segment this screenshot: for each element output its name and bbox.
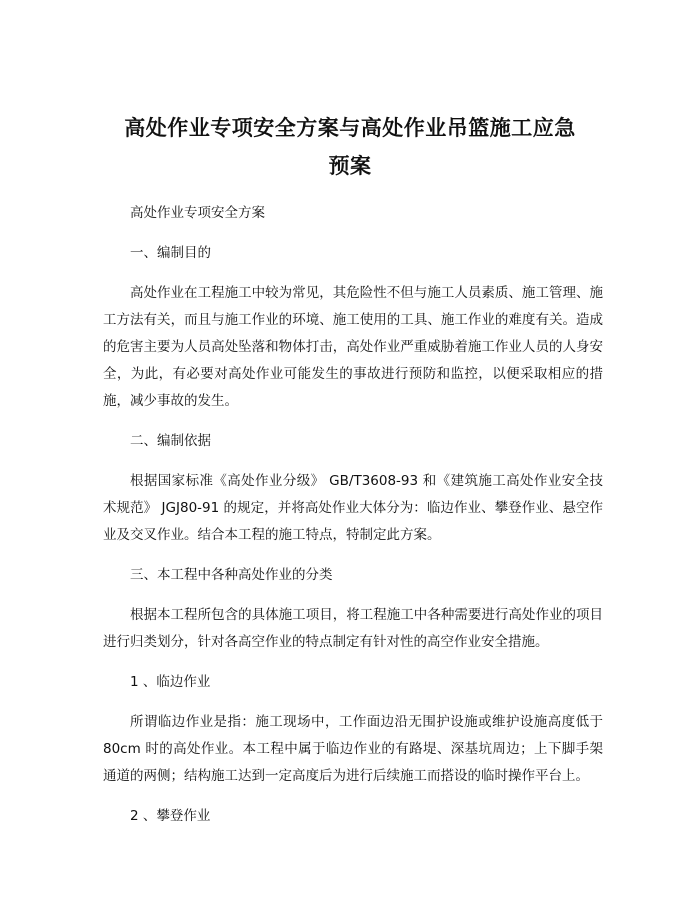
body-paragraph: 所谓临边作业是指：施工现场中，工作面边沿无围护设施或维护设施高度低于 80cm 时的高处作业。本工程中属于临边作业的有路堤、深基坑周边；上下脚手架通道的两侧；结构施工达到一定高度后为进行后续施工而搭设的临时操作平台上。 <box>103 714 603 784</box>
document-title-line-1: 高处作业专项安全方案与高处作业吊篮施工应急 <box>124 116 576 140</box>
section-heading: 2 、攀登作业 <box>130 808 211 824</box>
section-heading: 1 、临边作业 <box>130 674 211 690</box>
body-paragraph: 根据国家标准《高处作业分级》 GB/T3608-93 和《建筑施工高处作业安全技术规范》 JGJ80-91 的规定，并将高处作业大体分为：临边作业、攀登作业、悬空作业及交叉作业。结合本工程的施工特点，特制定此方案。 <box>103 473 603 543</box>
body-paragraph: 高处作业在工程施工中较为常见，其危险性不但与施工人员素质、施工管理、施工方法有关，而且与施工作业的环境、施工使用的工具、施工作业的难度有关。造成的危害主要为人员高处坠落和物体打击，高处作业严重威胁着施工作业人员的人身安全，为此，有必要对高处作业可能发生的事故进行预防和监控，以便采取相应的措施，减少事故的发生。 <box>103 285 603 409</box>
section-heading: 三、本工程中各种高处作业的分类 <box>130 567 333 583</box>
document-title-line-2: 预案 <box>328 154 372 178</box>
section-heading: 一、编制目的 <box>130 245 211 261</box>
section-heading: 高处作业专项安全方案 <box>130 205 265 221</box>
section-heading: 二、编制依据 <box>130 433 211 449</box>
body-paragraph: 根据本工程所包含的具体施工项目，将工程施工中各种需要进行高处作业的项目进行归类划分，针对各高空作业的特点制定有针对性的高空作业安全措施。 <box>103 607 603 650</box>
document-body <box>103 200 603 830</box>
